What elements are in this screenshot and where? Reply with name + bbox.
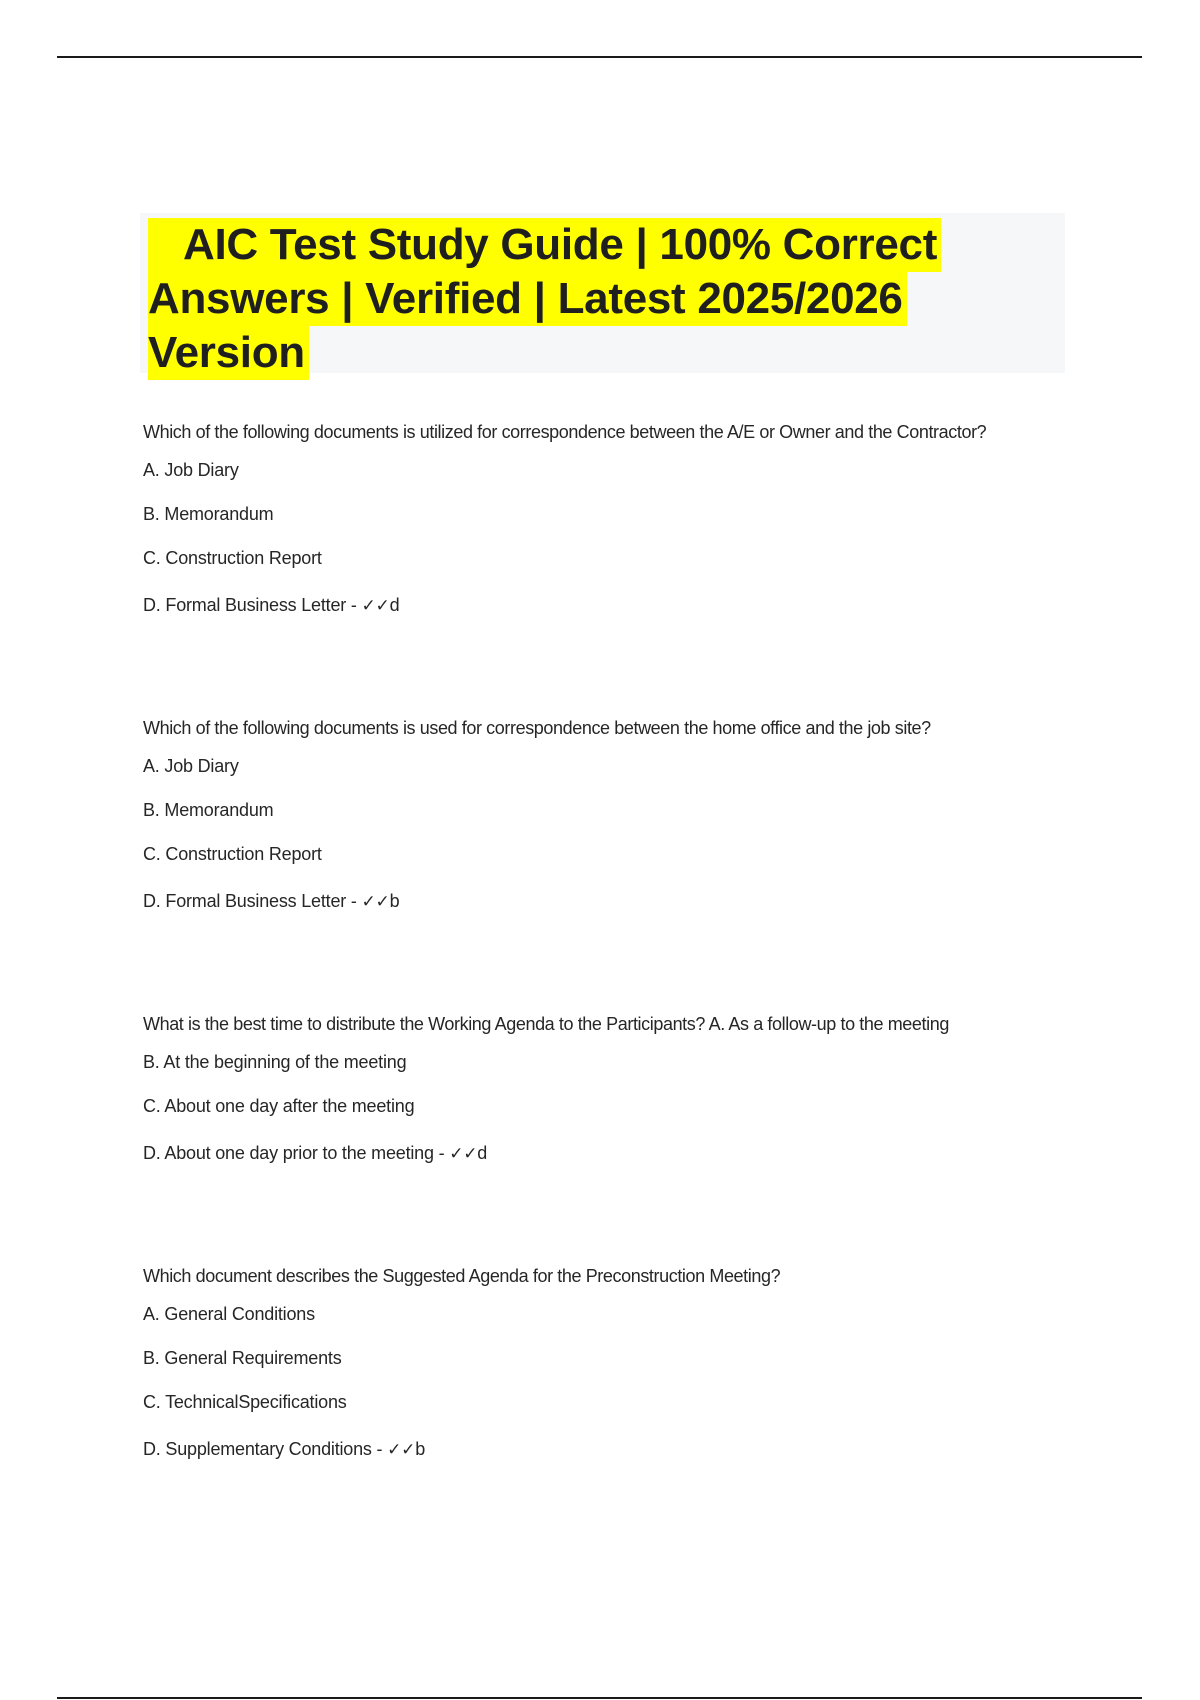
double-check-icon: ✓✓ <box>387 1440 416 1460</box>
correct-answer-letter: b <box>415 1439 426 1459</box>
bottom-horizontal-rule <box>57 1697 1142 1699</box>
question-text: Which document describes the Suggested Agenda for the Preconstruction Meeting? <box>143 1266 781 1286</box>
answer-option-a: A. Job Diary <box>143 460 239 480</box>
answer-option-b: B. Memorandum <box>143 504 274 524</box>
correct-answer-letter: d <box>389 595 400 615</box>
question-block-3 <box>143 1010 1043 1165</box>
answer-option-d <box>143 1142 1043 1165</box>
question-text: What is the best time to distribute the Working Agenda to the Participants? A. As a follow-up to the meeting <box>143 1014 949 1034</box>
answer-option-d-label: D. Formal Business Letter - <box>143 595 362 615</box>
answer-option-c: C. About one day after the meeting <box>143 1096 415 1116</box>
title-line-2: Answers | Verified | Latest 2025/2026 <box>148 272 907 326</box>
title-line-3: Version <box>148 326 309 380</box>
document-title <box>148 218 1060 380</box>
question-block-4 <box>143 1262 1043 1461</box>
title-line-1: AIC Test Study Guide | 100% Correct <box>148 218 941 272</box>
double-check-icon: ✓✓ <box>449 1144 478 1164</box>
top-horizontal-rule <box>57 56 1142 58</box>
answer-option-b: B. At the beginning of the meeting <box>143 1052 407 1072</box>
answer-option-b: B. General Requirements <box>143 1348 342 1368</box>
answer-option-d-label: D. Formal Business Letter - <box>143 891 362 911</box>
question-block-1 <box>143 418 1043 617</box>
answer-option-d-label: D. Supplementary Conditions - <box>143 1439 388 1459</box>
answer-option-c: C. Construction Report <box>143 548 322 568</box>
answer-option-b: B. Memorandum <box>143 800 274 820</box>
answer-option-d-label: D. About one day prior to the meeting - <box>143 1143 450 1163</box>
answer-option-d <box>143 1438 1043 1461</box>
double-check-icon: ✓✓ <box>361 596 390 616</box>
title-block <box>140 213 1065 377</box>
correct-answer-letter: b <box>389 891 400 911</box>
answer-option-c: C. Construction Report <box>143 844 322 864</box>
question-block-2 <box>143 714 1043 913</box>
question-text: Which of the following documents is used for correspondence between the home office and the job site? <box>143 718 931 738</box>
answer-option-c: C. TechnicalSpecifications <box>143 1392 347 1412</box>
answer-option-d <box>143 890 1043 913</box>
answer-option-d <box>143 594 1043 617</box>
answer-option-a: A. Job Diary <box>143 756 239 776</box>
question-text: Which of the following documents is utilized for correspondence between the A/E or Owner and the Contractor? <box>143 422 987 442</box>
answer-option-a: A. General Conditions <box>143 1304 315 1324</box>
double-check-icon: ✓✓ <box>361 892 390 912</box>
correct-answer-letter: d <box>477 1143 488 1163</box>
